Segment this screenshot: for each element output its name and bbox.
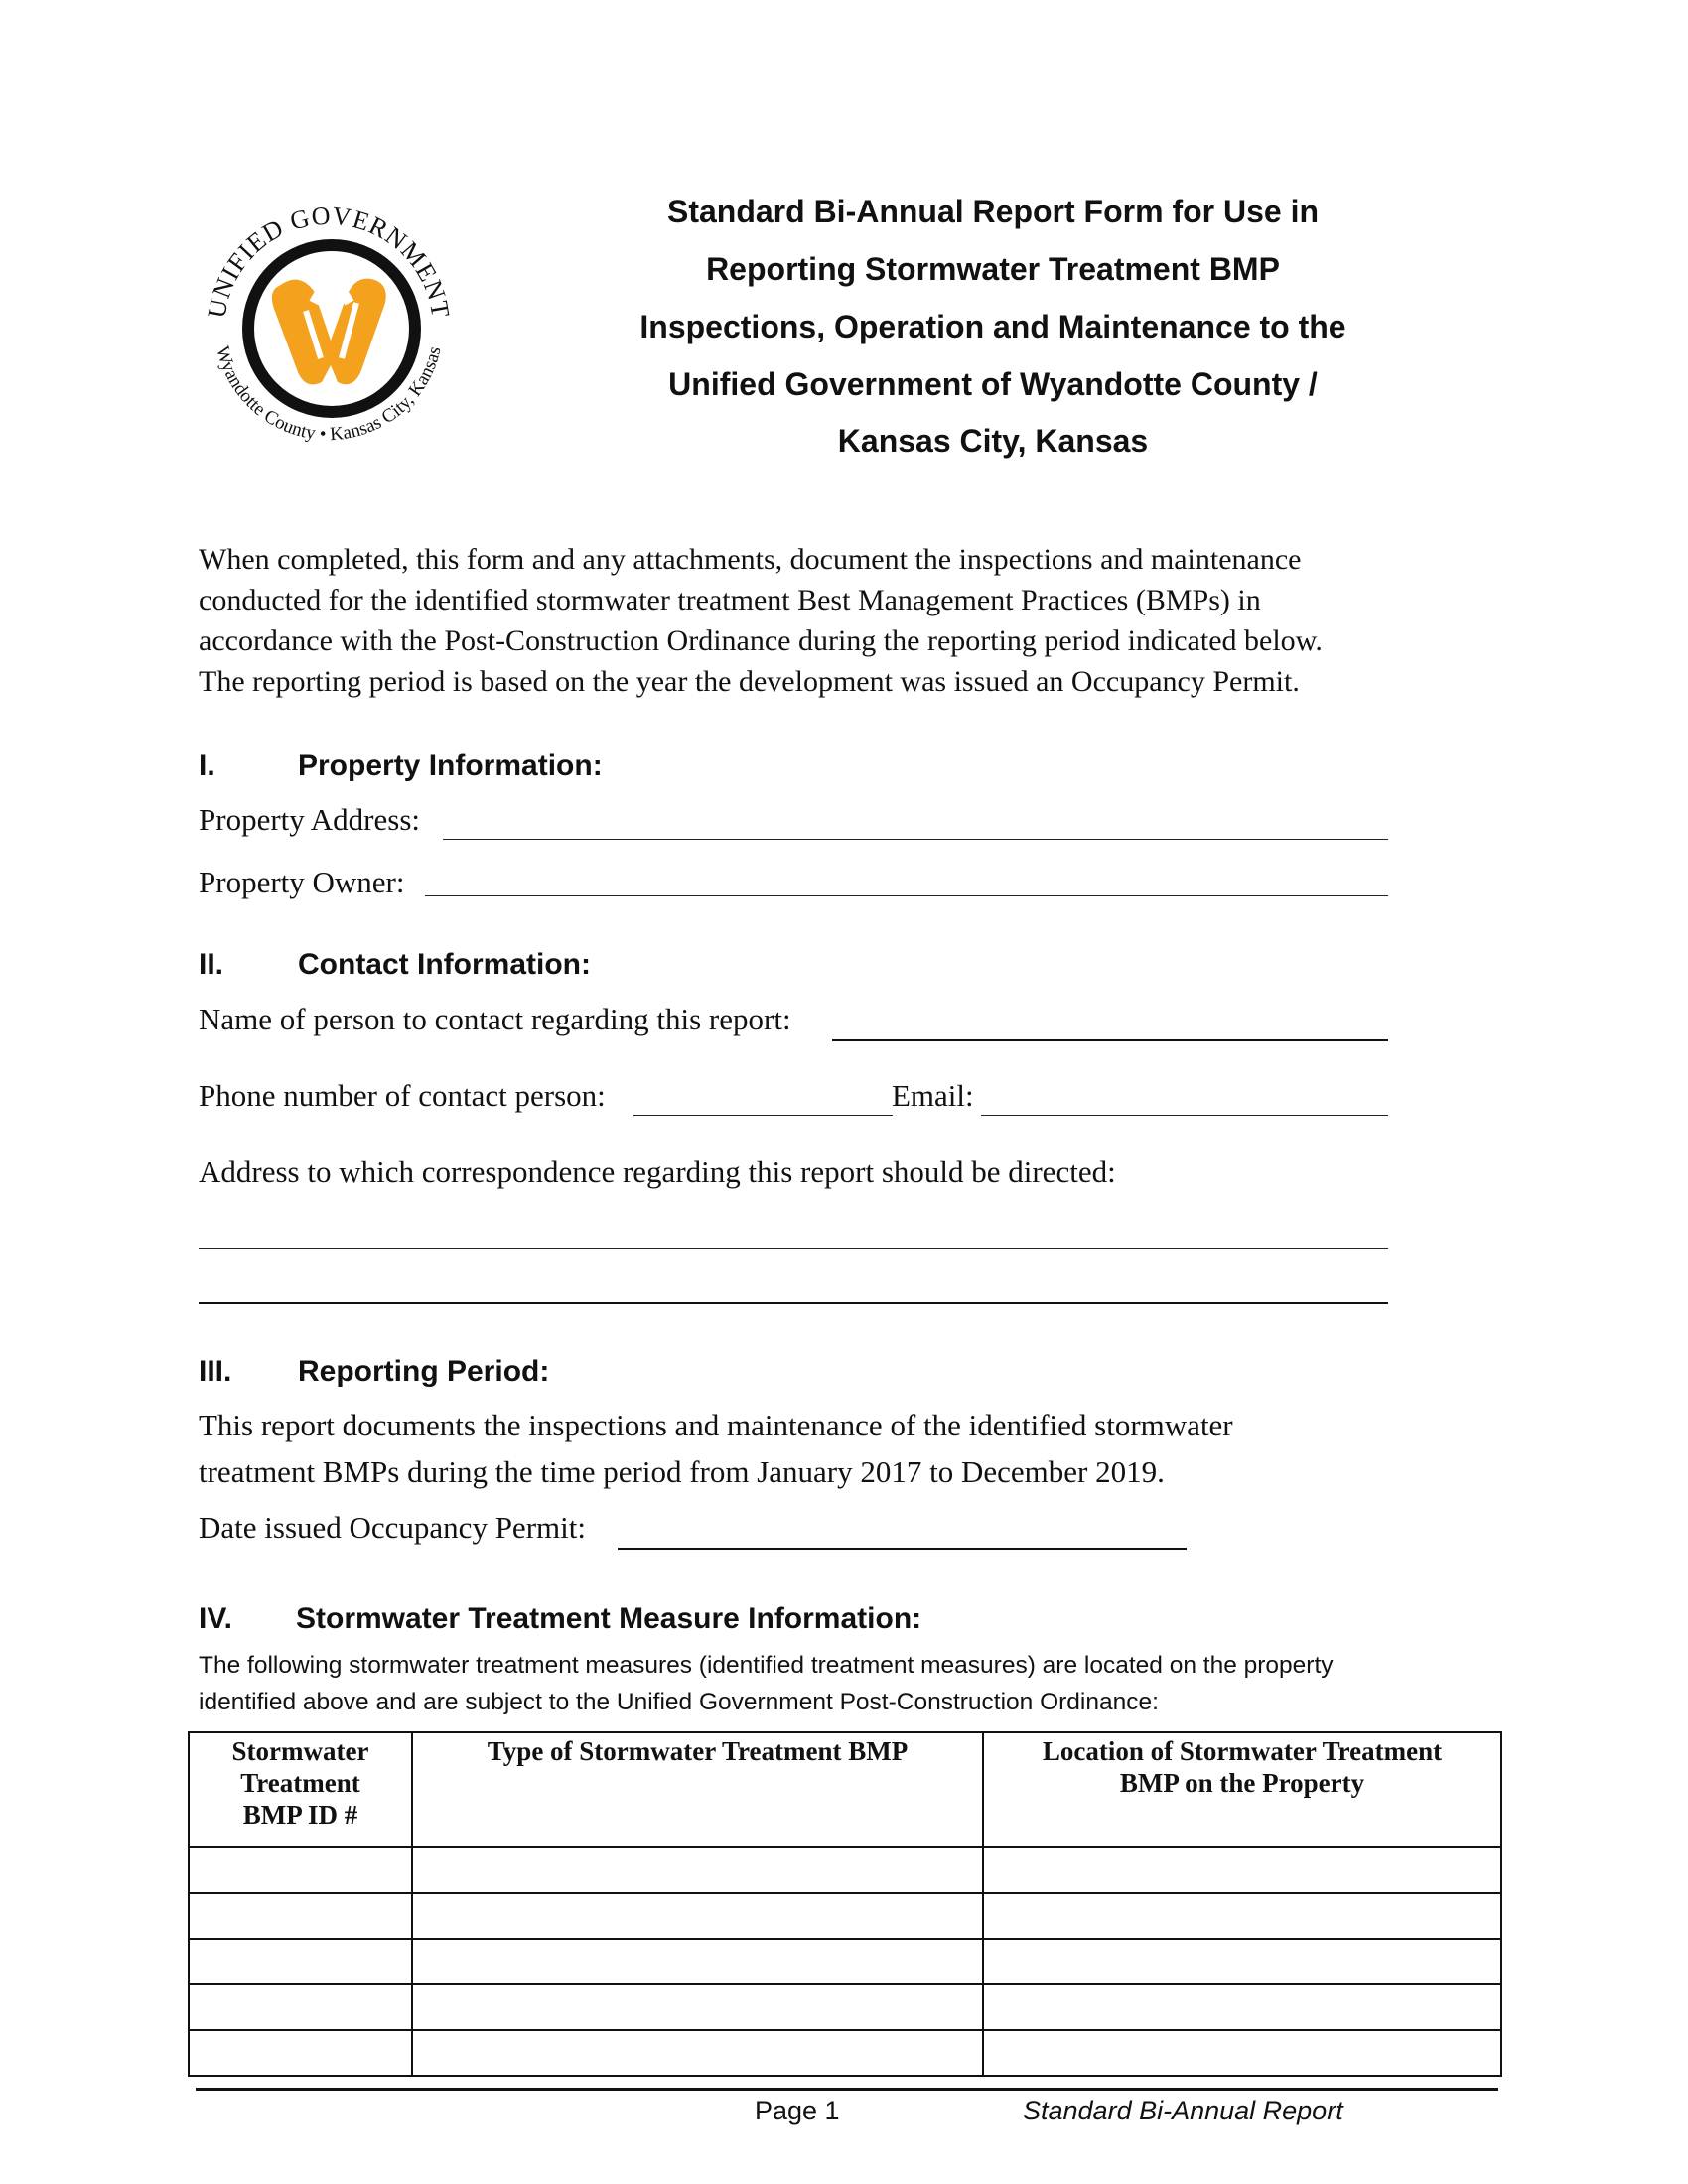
treatment-measures-text-line: The following stormwater treatment measures (identified treatment measures) are located on the property [199,1652,1334,1679]
table-row [189,1984,1501,2030]
section-4-title: Stormwater Treatment Measure Information: [296,1602,922,1635]
column-header-bmp-id: Stormwater Treatment BMP ID # [189,1732,412,1847]
property-address-label: Property Address: [199,802,421,837]
bmp-location-cell[interactable] [983,1984,1501,2030]
intro-line: The reporting period is based on the year the development was issued an Occupancy Permit. [199,665,1300,698]
bmp-location-cell[interactable] [983,1893,1501,1939]
column-header-bmp-type: Type of Stormwater Treatment BMP [412,1732,983,1847]
bmp-type-cell[interactable] [412,2030,983,2076]
occupancy-permit-date-field[interactable] [618,1548,1187,1550]
title-line: Unified Government of Wyandotte County / [668,366,1318,402]
intro-line: accordance with the Post-Construction Ordinance during the reporting period indicated below. [199,624,1323,657]
bmp-location-cell[interactable] [983,2030,1501,2076]
bmp-type-cell[interactable] [412,1847,983,1893]
bmp-id-cell[interactable] [189,1893,412,1939]
seal-bottom-text: Wyandotte County • Kansas City, Kansas [211,343,446,446]
treatment-measures-text-line: identified above and are subject to the Unified Government Post-Construction Ordinance: [199,1689,1159,1715]
title-line: Standard Bi-Annual Report Form for Use in [666,194,1320,229]
table-header-row [189,1732,1501,1847]
section-4-number: IV. [199,1602,232,1635]
bmp-type-cell[interactable] [412,1893,983,1939]
footer-document-name: Standard Bi-Annual Report [1023,2096,1343,2125]
section-3-number: III. [199,1355,232,1388]
property-owner-label: Property Owner: [199,865,405,899]
bmp-type-cell[interactable] [412,1939,983,1984]
contact-phone-label: Phone number of contact person: [199,1078,606,1113]
correspondence-address-field-line-1[interactable] [199,1248,1388,1249]
section-1-title: Property Information: [298,750,603,782]
correspondence-address-field-line-2[interactable] [199,1302,1388,1304]
contact-name-label: Name of person to contact regarding this report: [199,1002,791,1036]
footer-divider [196,2088,1498,2091]
title-line: Kansas City, Kansas [837,423,1149,459]
bmp-type-cell[interactable] [412,1984,983,2030]
contact-email-label: Email: [892,1078,974,1113]
property-address-field[interactable] [443,839,1388,840]
correspondence-address-label: Address to which correspondence regarding this report should be directed: [199,1155,1116,1189]
section-2-title: Contact Information: [298,948,591,981]
contact-phone-field[interactable] [633,1115,893,1116]
section-2-number: II. [199,948,224,981]
bmp-location-cell[interactable] [983,1847,1501,1893]
footer-page-number: Page 1 [755,2096,840,2125]
seal-top-text: UNIFIED GOVERNMENT [202,201,456,321]
seal-ring [248,245,415,412]
contact-name-field[interactable] [832,1039,1388,1041]
intro-paragraph [199,539,1430,702]
bmp-location-cell[interactable] [983,1939,1501,1984]
title-line: Reporting Stormwater Treatment BMP [706,251,1280,287]
table-row [189,1847,1501,1893]
intro-line: conducted for the identified stormwater treatment Best Management Practices (BMPs) in [199,584,1261,616]
property-owner-field[interactable] [425,895,1388,896]
contact-email-field[interactable] [981,1115,1388,1116]
bmp-table [188,1731,1502,2077]
occupancy-permit-date-label: Date issued Occupancy Permit: [199,1510,586,1545]
bmp-id-cell[interactable] [189,1939,412,1984]
table-row [189,2030,1501,2076]
intro-line: When completed, this form and any attachments, document the inspections and maintenance [199,543,1302,576]
unified-government-seal-logo [195,192,463,460]
bmp-id-cell[interactable] [189,1847,412,1893]
section-3-title: Reporting Period: [298,1355,550,1388]
section-1-number: I. [199,750,215,782]
table-row [189,1893,1501,1939]
column-header-bmp-location: Location of Stormwater Treatment BMP on the Property [983,1732,1501,1847]
bmp-id-cell[interactable] [189,2030,412,2076]
reporting-period-text-line: treatment BMPs during the time period from January 2017 to December 2019. [199,1454,1165,1489]
bmp-id-cell[interactable] [189,1984,412,2030]
table-row [189,1939,1501,1984]
reporting-period-text-line: This report documents the inspections and maintenance of the identified stormwater [199,1408,1233,1442]
title-line: Inspections, Operation and Maintenance to the [639,309,1346,344]
